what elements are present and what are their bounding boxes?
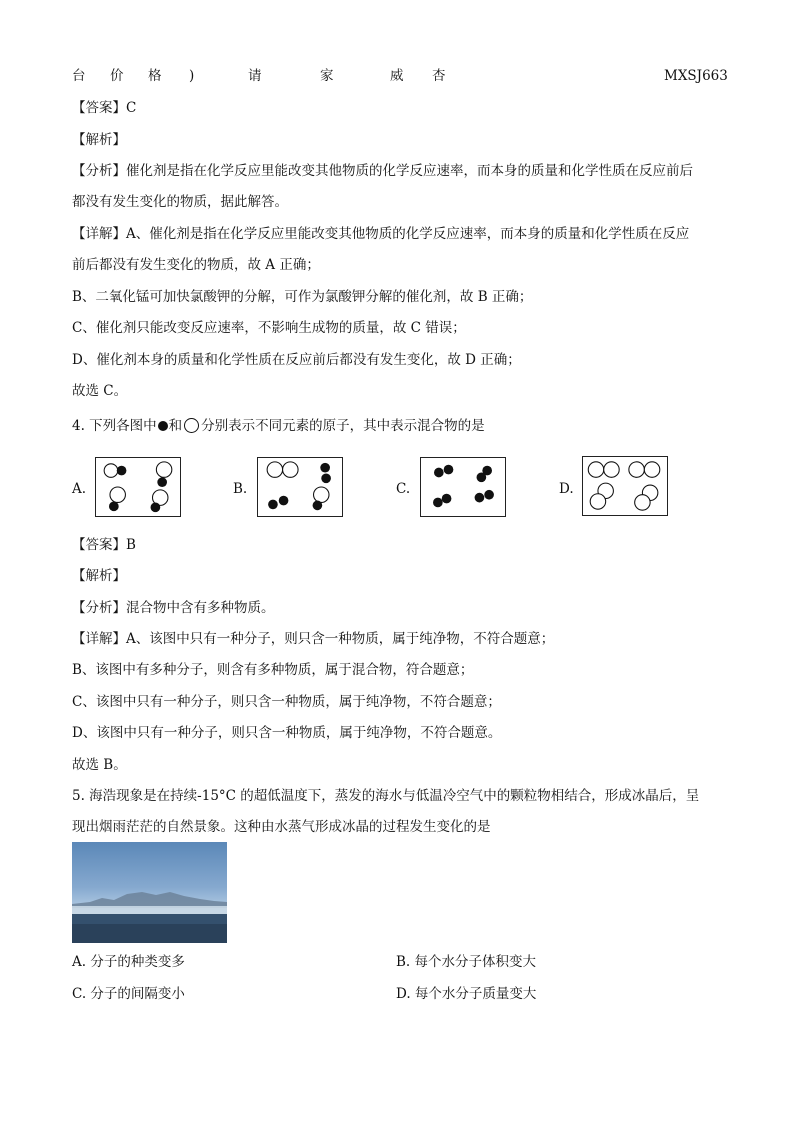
header-char: 请	[248, 68, 262, 84]
q3-detail-d: D、催化剂本身的质量和化学性质在反应前后都没有发生变化，故 D 正确；	[72, 352, 521, 368]
q4-detail-b: B、该图中有多种分子，则含有多种物质，属于混合物，符合题意；	[72, 662, 474, 678]
hollow-atom-icon	[184, 418, 199, 433]
q4-answer: 【答案】B	[72, 537, 136, 553]
header-char: 威	[390, 68, 404, 84]
q5-option-b: B. 每个水分子体积变大	[396, 954, 537, 970]
filled-atom-icon	[158, 421, 168, 431]
header-char: 台	[72, 68, 86, 84]
header-char: 价	[110, 68, 124, 84]
q5-option-a: A. 分子的种类变多	[72, 954, 185, 970]
q4-option-c-label: C.	[396, 481, 411, 497]
q4-analysis-title: 【解析】	[72, 568, 126, 584]
page-header	[72, 66, 728, 86]
q4-option-a-diagram	[95, 457, 181, 517]
molecule-diagram-c	[421, 458, 505, 516]
q4-option-d-diagram	[582, 456, 668, 516]
q4-stem-part2: 和	[168, 418, 183, 434]
header-char: 家	[320, 68, 334, 84]
q5-stem-cont: 现出烟雨茫茫的自然景象。这种由水蒸气形成冰晶的过程发生变化的是	[72, 819, 491, 835]
q4-option-d-label: D.	[559, 481, 574, 497]
molecule-diagram-a	[96, 458, 180, 516]
q4-detail-c: C、该图中只有一种分子，则只含一种物质，属于纯净物，不符合题意；	[72, 694, 501, 710]
q4-stem-part3: 分别表示不同元素的原子，其中表示混合物的是	[201, 418, 485, 434]
q3-analysis-title: 【解析】	[72, 132, 126, 148]
q4-option-c-diagram	[420, 457, 506, 517]
molecule-diagram-b	[258, 458, 342, 516]
header-char: )	[189, 68, 195, 84]
q3-xiangjie-cont: 前后都没有发生变化的物质，故 A 正确；	[72, 257, 320, 273]
q4-option-a-label: A.	[72, 481, 87, 497]
q4-xiangjie: 【详解】A、该图中只有一种分子，则只含一种物质，属于纯净物，不符合题意；	[72, 631, 555, 647]
q3-xiangjie: 【详解】A、催化剂是指在化学反应里能改变其他物质的化学反应速率，而本身的质量和化学性质在反应	[72, 226, 690, 242]
q3-fenxi-cont: 都没有发生变化的物质，据此解答。	[72, 194, 288, 210]
q4-stem	[72, 416, 485, 436]
q5-stem: 5. 海浩现象是在持续-15°C 的超低温度下，蒸发的海水与低温冷空气中的颗粒物相结合，形成冰晶后，呈	[72, 788, 700, 804]
q4-fenxi: 【分析】混合物中含有多种物质。	[72, 600, 275, 616]
header-char: 格	[148, 68, 162, 84]
q3-answer: 【答案】C	[72, 100, 137, 116]
header-code: MXSJ663	[664, 68, 728, 84]
q5-option-c: C. 分子的间隔变小	[72, 986, 185, 1002]
q4-choose: 故选 B。	[72, 757, 127, 773]
molecule-diagram-d	[583, 457, 667, 515]
sea-smoke-scene	[72, 842, 227, 943]
q3-choose: 故选 C。	[72, 383, 128, 399]
q4-option-b-label: B.	[233, 481, 248, 497]
q3-detail-b: B、二氧化锰可加快氯酸钾的分解，可作为氯酸钾分解的催化剂，故 B 正确；	[72, 289, 533, 305]
sea-smoke-photo	[72, 842, 227, 943]
q4-stem-part1: 4. 下列各图中	[72, 418, 157, 434]
q3-detail-c: C、催化剂只能改变反应速率，不影响生成物的质量，故 C 错误；	[72, 320, 466, 336]
q3-fenxi: 【分析】催化剂是指在化学反应里能改变其他物质的化学反应速率，而本身的质量和化学性质在反应前后	[72, 163, 693, 179]
q4-option-b-diagram	[257, 457, 343, 517]
header-char: 杏	[432, 68, 446, 84]
q4-detail-d: D、该图中只有一种分子，则只含一种物质，属于纯净物，不符合题意。	[72, 725, 502, 741]
q5-option-d: D. 每个水分子质量变大	[396, 986, 537, 1002]
